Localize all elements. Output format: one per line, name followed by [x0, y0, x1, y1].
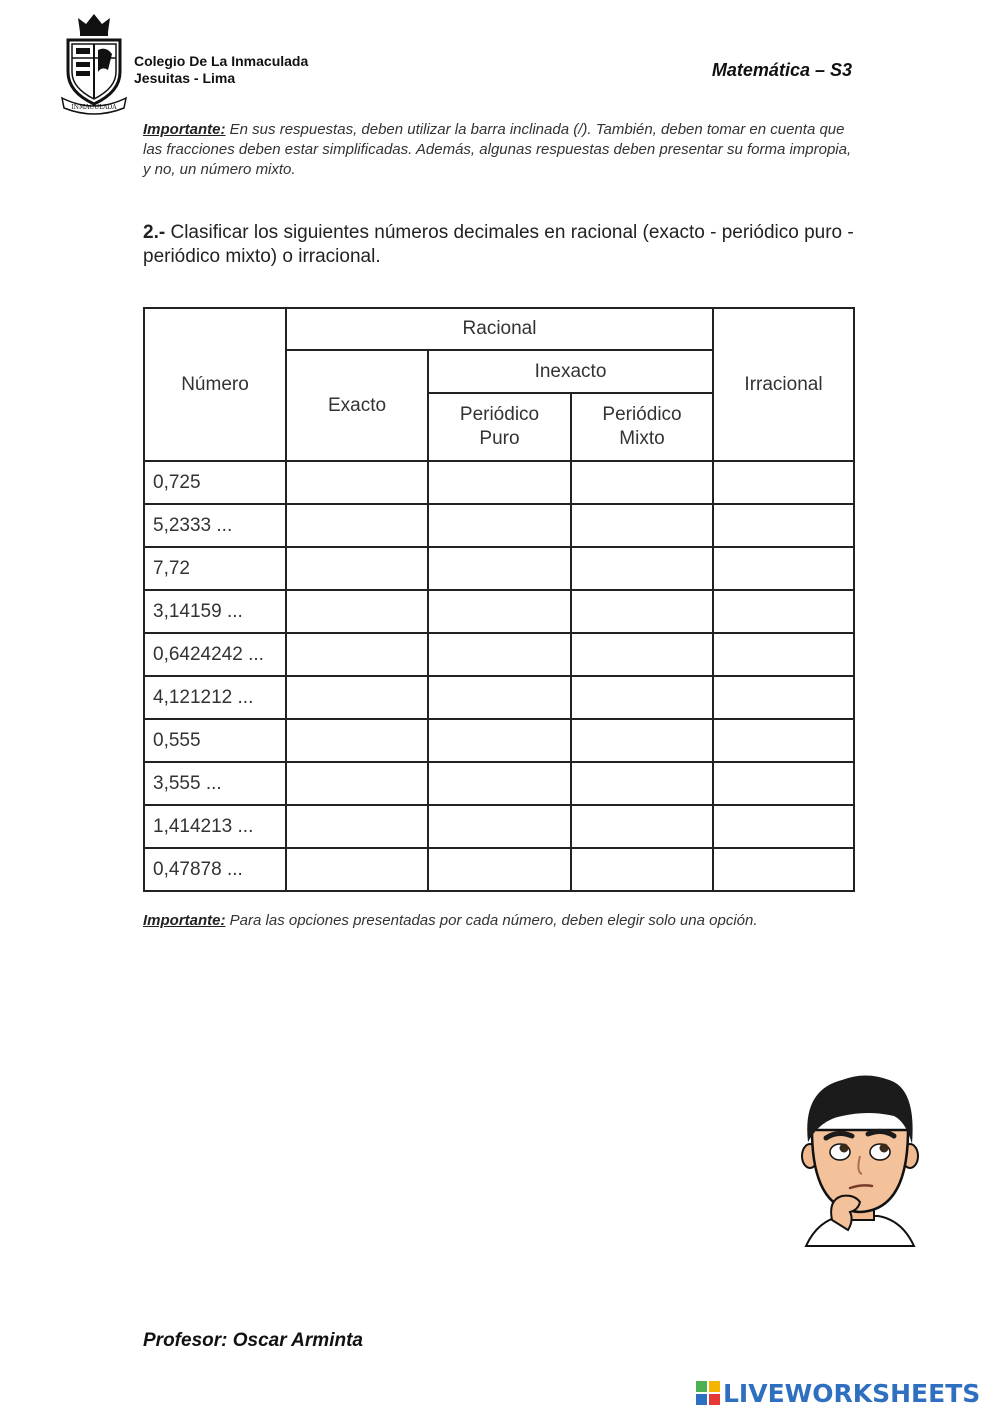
- header-irracional: Irracional: [713, 308, 854, 461]
- answer-cell-periodico-puro[interactable]: [428, 805, 571, 848]
- answer-cell-exacto[interactable]: [286, 504, 428, 547]
- answer-cell-irracional[interactable]: [713, 633, 854, 676]
- liveworksheets-logo[interactable]: [696, 1376, 980, 1410]
- answer-cell-irracional[interactable]: [713, 547, 854, 590]
- table-row: [144, 719, 854, 762]
- answer-cell-irracional[interactable]: [713, 461, 854, 504]
- important-label: Importante:: [143, 912, 226, 929]
- thinking-avatar-illustration: [798, 1070, 920, 1248]
- answer-cell-periodico-puro[interactable]: [428, 461, 571, 504]
- answer-cell-periodico-mixto[interactable]: [571, 805, 713, 848]
- important-note-text: Para las opciones presentadas por cada número, deben elegir solo una opción.: [229, 912, 758, 929]
- header-periodico-mixto: Periódico Mixto: [571, 393, 713, 461]
- school-crest-logo: [58, 10, 130, 116]
- answer-cell-periodico-puro[interactable]: [428, 762, 571, 805]
- table-row: [144, 676, 854, 719]
- crest-motto: INMACULADA: [71, 104, 117, 111]
- answer-cell-exacto[interactable]: [286, 633, 428, 676]
- answer-cell-exacto[interactable]: [286, 547, 428, 590]
- table-row: [144, 590, 854, 633]
- answer-cell-irracional[interactable]: [713, 762, 854, 805]
- question-number: 2.-: [143, 222, 166, 243]
- answer-cell-irracional[interactable]: [713, 805, 854, 848]
- answer-cell-periodico-mixto[interactable]: [571, 547, 713, 590]
- answer-cell-periodico-mixto[interactable]: [571, 719, 713, 762]
- answer-cell-exacto[interactable]: [286, 461, 428, 504]
- table-row: [144, 805, 854, 848]
- number-cell: 0,6424242 ...: [144, 633, 286, 676]
- answer-cell-periodico-mixto[interactable]: [571, 848, 713, 891]
- answer-cell-irracional[interactable]: [713, 590, 854, 633]
- answer-cell-periodico-puro[interactable]: [428, 590, 571, 633]
- header-racional: Racional: [286, 308, 713, 350]
- answer-cell-periodico-mixto[interactable]: [571, 590, 713, 633]
- answer-cell-exacto[interactable]: [286, 805, 428, 848]
- answer-cell-periodico-puro[interactable]: [428, 547, 571, 590]
- liveworksheets-mark-icon: [696, 1381, 720, 1405]
- number-cell: 4,121212 ...: [144, 676, 286, 719]
- liveworksheets-brand-text: LIVEWORKSHEETS: [723, 1378, 981, 1408]
- answer-cell-periodico-mixto[interactable]: [571, 633, 713, 676]
- answer-cell-exacto[interactable]: [286, 590, 428, 633]
- school-name-line1: Colegio De La Inmaculada: [134, 53, 309, 69]
- answer-cell-periodico-puro[interactable]: [428, 676, 571, 719]
- table-row: [144, 848, 854, 891]
- number-cell: 3,555 ...: [144, 762, 286, 805]
- classification-table: [143, 307, 855, 892]
- number-cell: 0,555: [144, 719, 286, 762]
- answer-cell-periodico-mixto[interactable]: [571, 504, 713, 547]
- table-row: [144, 547, 854, 590]
- answer-cell-irracional[interactable]: [713, 504, 854, 547]
- answer-cell-periodico-puro[interactable]: [428, 633, 571, 676]
- important-note-text: En sus respuestas, deben utilizar la barra inclinada (/). También, deben tomar en cuenta que las fracciones deben estar simplificadas. Además, algunas respuestas deben presentar su forma impropia, y no, un número mixto.: [143, 121, 852, 178]
- question-prompt: [143, 221, 855, 269]
- answer-cell-periodico-mixto[interactable]: [571, 461, 713, 504]
- header-periodico-puro: Periódico Puro: [428, 393, 571, 461]
- question-text: Clasificar los siguientes números decimales en racional (exacto - periódico puro - periódico mixto) o irracional.: [143, 222, 854, 267]
- table-row: [144, 461, 854, 504]
- table-row: [144, 504, 854, 547]
- header-exacto: Exacto: [286, 350, 428, 461]
- number-cell: 3,14159 ...: [144, 590, 286, 633]
- number-cell: 0,47878 ...: [144, 848, 286, 891]
- answer-cell-exacto[interactable]: [286, 848, 428, 891]
- professor-name: Profesor: Oscar Arminta: [143, 1330, 363, 1351]
- number-cell: 5,2333 ...: [144, 504, 286, 547]
- answer-cell-irracional[interactable]: [713, 676, 854, 719]
- answer-cell-periodico-puro[interactable]: [428, 719, 571, 762]
- table-row: [144, 762, 854, 805]
- table-row: [144, 633, 854, 676]
- subject-title: Matemática – S3: [711, 60, 852, 80]
- important-note-top: [143, 120, 855, 180]
- answer-cell-irracional[interactable]: [713, 719, 854, 762]
- number-cell: 7,72: [144, 547, 286, 590]
- school-name-line2: Jesuitas - Lima: [134, 70, 236, 86]
- answer-cell-exacto[interactable]: [286, 719, 428, 762]
- answer-cell-irracional[interactable]: [713, 848, 854, 891]
- answer-cell-periodico-puro[interactable]: [428, 848, 571, 891]
- answer-cell-exacto[interactable]: [286, 762, 428, 805]
- answer-cell-periodico-mixto[interactable]: [571, 762, 713, 805]
- important-label: Importante:: [143, 121, 226, 138]
- answer-cell-exacto[interactable]: [286, 676, 428, 719]
- answer-cell-periodico-mixto[interactable]: [571, 676, 713, 719]
- number-cell: 0,725: [144, 461, 286, 504]
- school-name: [134, 53, 308, 87]
- header-inexacto: Inexacto: [428, 350, 713, 393]
- answer-cell-periodico-puro[interactable]: [428, 504, 571, 547]
- important-note-bottom: [143, 912, 855, 929]
- header-numero: Número: [144, 308, 286, 461]
- number-cell: 1,414213 ...: [144, 805, 286, 848]
